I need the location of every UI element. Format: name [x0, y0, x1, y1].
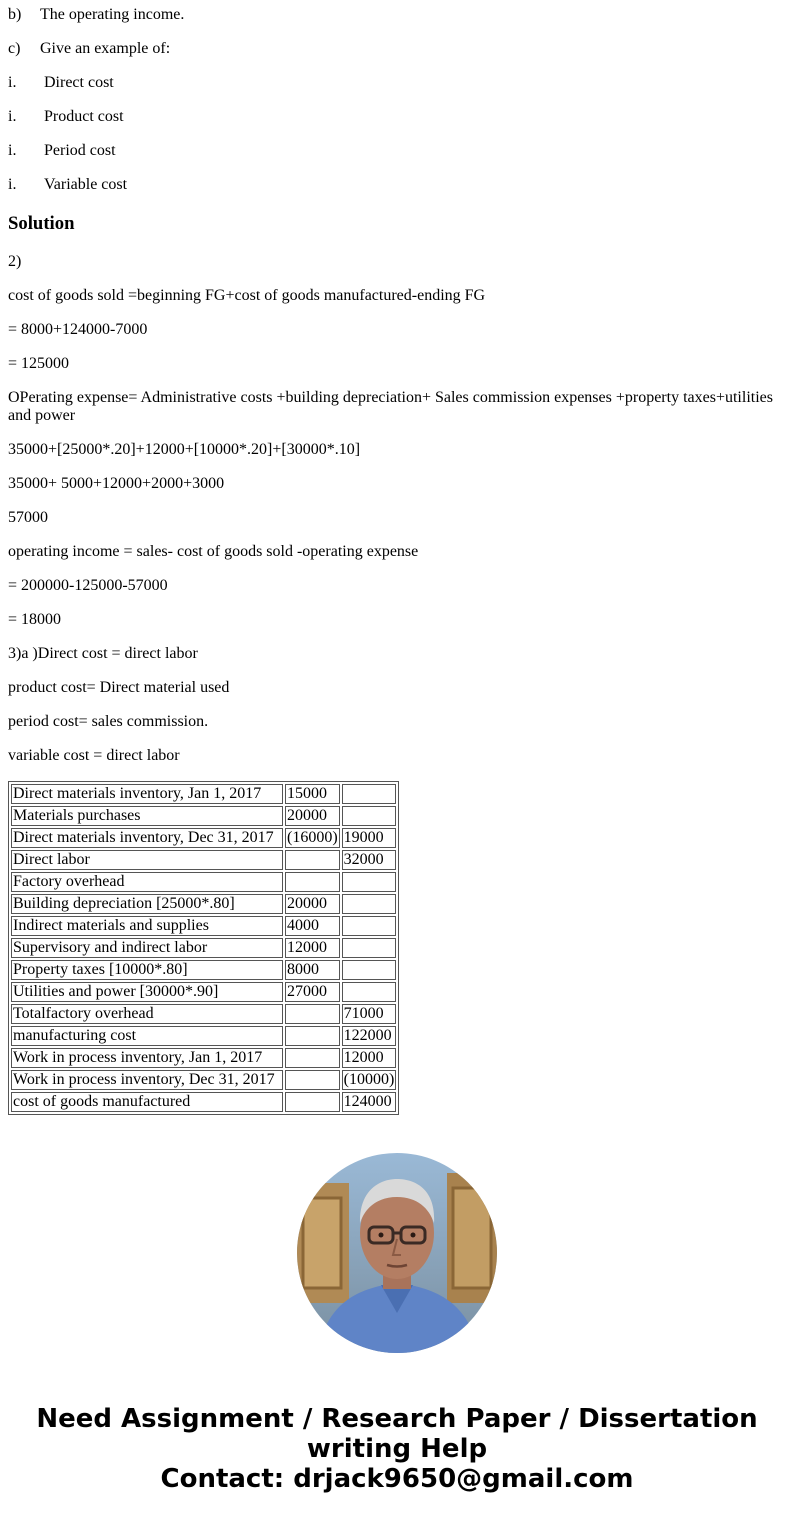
solution-line: variable cost = direct labor [8, 747, 180, 764]
total-cell [342, 872, 397, 892]
total-cell: 32000 [342, 850, 397, 870]
question-c-text: Give an example of: [40, 40, 171, 57]
question-b-marker: b) [8, 6, 22, 23]
row-label: Direct materials inventory, Jan 1, 2017 [11, 784, 283, 804]
total-cell: 122000 [342, 1026, 397, 1046]
table-row [11, 960, 396, 980]
solution-line: = 18000 [8, 611, 62, 628]
row-label: Indirect materials and supplies [11, 916, 283, 936]
footer-line: writing Help [306, 1434, 488, 1464]
example-marker: i. [8, 176, 17, 193]
portrait-image [297, 1153, 497, 1353]
row-label: Utilities and power [30000*.90] [11, 982, 283, 1002]
amount-cell: 27000 [285, 982, 340, 1002]
question-c-marker: c) [8, 40, 21, 57]
table-row [11, 1048, 396, 1068]
row-label: Work in process inventory, Jan 1, 2017 [11, 1048, 283, 1068]
total-cell [342, 806, 397, 826]
row-label: Totalfactory overhead [11, 1004, 283, 1024]
example-marker: i. [8, 108, 17, 125]
amount-cell: 4000 [285, 916, 340, 936]
example-item [8, 108, 124, 126]
solution-line: = 8000+124000-7000 [8, 321, 148, 338]
example-text: Direct cost [44, 74, 114, 91]
row-label: cost of goods manufactured [11, 1092, 283, 1112]
table-row [11, 1004, 396, 1024]
solution-line: = 125000 [8, 355, 70, 372]
amount-cell [285, 1026, 340, 1046]
row-label: Supervisory and indirect labor [11, 938, 283, 958]
total-cell [342, 938, 397, 958]
total-cell [342, 784, 397, 804]
solution-line: operating income = sales- cost of goods sold -operating expense [8, 543, 419, 560]
amount-cell [285, 1004, 340, 1024]
amount-cell [285, 1070, 340, 1090]
total-cell: (10000) [343, 1071, 395, 1088]
total-cell: 12000 [342, 1048, 397, 1068]
example-item [8, 176, 127, 194]
footer-line: Need Assignment / Research Paper / Dissertation [36, 1404, 758, 1434]
question-b-text: The operating income. [40, 6, 185, 23]
table-row [11, 828, 396, 848]
amount-cell: (16000) [287, 829, 338, 846]
table-row [11, 806, 396, 826]
total-cell: 71000 [342, 1004, 397, 1024]
row-label: Property taxes [10000*.80] [11, 960, 283, 980]
table-row [11, 850, 396, 870]
table-row [11, 894, 396, 914]
table-row [11, 1092, 396, 1112]
question-b [8, 6, 184, 24]
example-item [8, 74, 114, 92]
example-text: Product cost [44, 108, 124, 125]
amount-cell [285, 1092, 340, 1112]
table-row [11, 1026, 396, 1046]
example-item [8, 142, 116, 160]
amount-cell: 8000 [285, 960, 340, 980]
table-row [11, 784, 396, 804]
row-label: manufacturing cost [11, 1026, 283, 1046]
cost-table [8, 781, 399, 1115]
example-text: Period cost [44, 142, 116, 159]
amount-cell [285, 872, 340, 892]
amount-cell: 20000 [285, 894, 340, 914]
question-c [8, 40, 170, 58]
solution-line: period cost= sales commission. [8, 713, 209, 730]
table-row [11, 982, 396, 1002]
total-cell [342, 960, 397, 980]
solution-line: OPerating expense= Administrative costs +building depreciation+ Sales commission expenses +property taxes+utilities and power [8, 389, 773, 424]
example-marker: i. [8, 74, 17, 91]
example-text: Variable cost [44, 176, 128, 193]
row-label: Factory overhead [11, 872, 283, 892]
total-cell: 124000 [342, 1092, 397, 1112]
amount-cell [285, 1048, 340, 1068]
amount-cell: 15000 [285, 784, 340, 804]
row-label: Direct materials inventory, Dec 31, 2017 [11, 828, 283, 848]
row-label: Work in process inventory, Dec 31, 2017 [11, 1070, 283, 1090]
amount-cell: 12000 [285, 938, 340, 958]
solution-heading: Solution [8, 213, 75, 234]
solution-line: cost of goods sold =beginning FG+cost of goods manufactured-ending FG [8, 287, 486, 304]
table-row [11, 938, 396, 958]
total-cell [342, 982, 397, 1002]
footer-contact: Contact: drjack9650@gmail.com [160, 1464, 634, 1494]
row-label: Building depreciation [25000*.80] [11, 894, 283, 914]
table-row [11, 916, 396, 936]
table-row [11, 872, 396, 892]
amount-cell: 20000 [285, 806, 340, 826]
solution-line: 57000 [8, 509, 48, 526]
total-cell: 19000 [342, 828, 397, 848]
solution-line: 35000+[25000*.20]+12000+[10000*.20]+[30000*.10] [8, 441, 361, 458]
row-label: Direct labor [11, 850, 283, 870]
table-row [11, 1070, 396, 1090]
solution-line: product cost= Direct material used [8, 679, 230, 696]
author-portrait [297, 1153, 497, 1353]
solution-line: 2) [8, 253, 22, 270]
example-marker: i. [8, 142, 17, 159]
amount-cell [285, 850, 340, 870]
solution-line: 35000+ 5000+12000+2000+3000 [8, 475, 225, 492]
solution-line: 3)a )Direct cost = direct labor [8, 645, 198, 662]
total-cell [342, 894, 397, 914]
solution-line: = 200000-125000-57000 [8, 577, 168, 594]
footer-banner [0, 1404, 794, 1494]
total-cell [342, 916, 397, 936]
row-label: Materials purchases [11, 806, 283, 826]
